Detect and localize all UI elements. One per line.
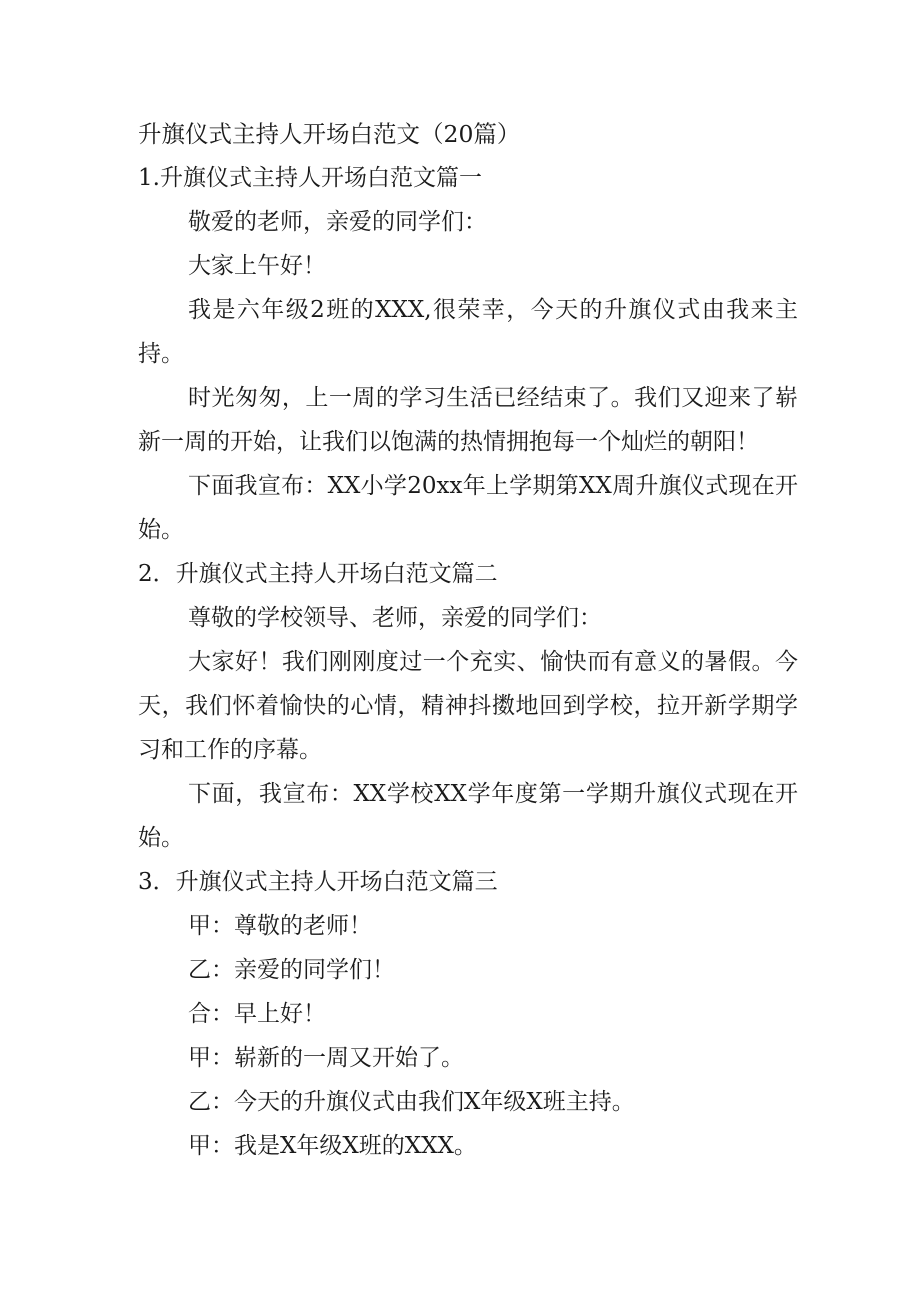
section-heading: 2．升旗仪式主持人开场白范文篇二 (138, 561, 498, 587)
paragraph: 时光匆匆，上一周的学习生活已经结束了。我们又迎来了崭新一周的开始，让我们以饱满的热情拥抱每一个灿烂的朝阳！ (138, 385, 798, 455)
paragraph: 合：早上好！ (188, 1001, 326, 1027)
paragraph: 我是六年级2班的XXX,很荣幸，今天的升旗仪式由我来主持。 (138, 297, 798, 367)
section-3 (138, 860, 798, 1168)
paragraph: 下面我宣布：XX小学20xx年上学期第XX周升旗仪式现在开始。 (138, 473, 798, 543)
paragraph: 甲：尊敬的老师！ (188, 913, 372, 939)
section-2 (138, 552, 798, 860)
section-heading: 1.升旗仪式主持人开场白范文篇一 (138, 165, 482, 191)
paragraph: 大家好！我们刚刚度过一个充实、愉快而有意义的暑假。今天，我们怀着愉快的心情，精神抖擞地回到学校，拉开新学期学习和工作的序幕。 (138, 649, 798, 763)
paragraph: 甲：我是X年级X班的XXX。 (188, 1133, 477, 1159)
paragraph: 乙：今天的升旗仪式由我们X年级X班主持。 (188, 1089, 635, 1115)
section-1 (138, 156, 798, 552)
paragraph: 尊敬的学校领导、老师，亲爱的同学们： (188, 605, 602, 631)
paragraph: 下面，我宣布：XX学校XX学年度第一学期升旗仪式现在开始。 (138, 781, 798, 851)
paragraph: 敬爱的老师，亲爱的同学们： (188, 209, 487, 235)
section-heading: 3．升旗仪式主持人开场白范文篇三 (138, 869, 498, 895)
document-body (138, 112, 798, 1168)
paragraph: 甲：崭新的一周又开始了。 (188, 1045, 464, 1071)
document-title: 升旗仪式主持人开场白范文（20篇） (138, 120, 521, 148)
paragraph: 大家上午好！ (188, 253, 326, 279)
paragraph: 乙：亲爱的同学们！ (188, 957, 395, 983)
